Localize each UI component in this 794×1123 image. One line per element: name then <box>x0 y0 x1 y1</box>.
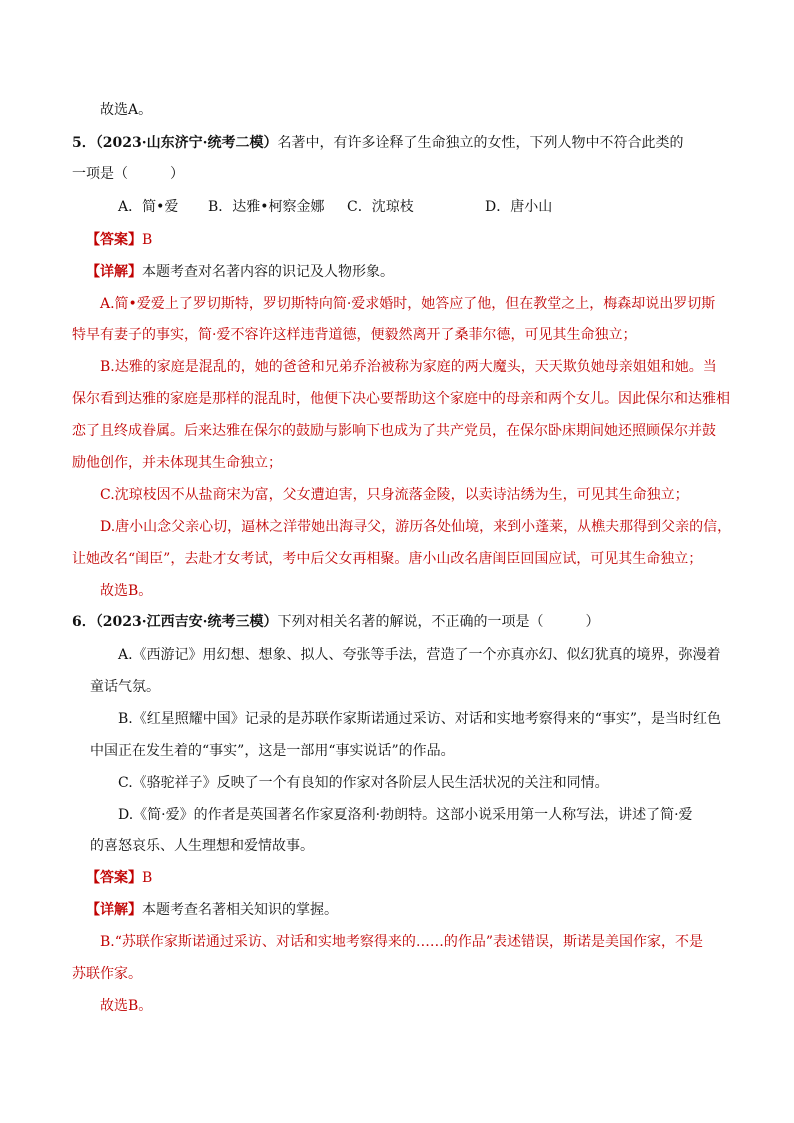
q6-number: 6． <box>72 614 96 630</box>
q6-header <box>72 612 599 632</box>
q5-analysis-a-line2: 特早有妻子的事实，简·爱不容许这样违背道德，便毅然离开了桑菲尔德，可见其生命独立； <box>72 327 637 343</box>
answer-value: B <box>142 870 153 886</box>
q6-detail <box>86 900 338 920</box>
answer-tag: 【答案】 <box>86 232 142 248</box>
q5-option-a: A．简•爱 <box>118 199 179 215</box>
q5-option-d: D．唐小山 <box>485 199 553 215</box>
q6-option-a-line2: 童话气氛。 <box>90 679 160 695</box>
q5-answer <box>86 230 152 250</box>
q6-option-d-line1: D.《简·爱》的作者是英国著名作家夏洛利·勃朗特。这部小说采用第一人称写法，讲述了简·爱 <box>118 807 693 823</box>
q4-conclusion: 故选A。 <box>100 102 153 118</box>
q5-analysis-b-line3: 恋了且终成眷属。后来达雅在保尔的鼓励与影响下也成为了共产党员，在保尔卧床期间她还照顾保尔并鼓 <box>72 423 716 439</box>
detail-tag: 【详解】 <box>86 902 142 918</box>
q5-analysis-b-line1: B.达雅的家庭是混乱的，她的爸爸和兄弟乔治被称为家庭的两大魔头，天天欺负她母亲姐姐和她。当 <box>100 359 717 375</box>
answer-value: B <box>142 232 153 248</box>
q6-option-b-line2: 中国正在发生着的“事实”，这是一部用“事实说话”的作品。 <box>90 743 455 759</box>
q5-option-b: B．达雅•柯察金娜 <box>208 199 325 215</box>
q5-conclusion: 故选B。 <box>100 583 153 599</box>
q6-option-c-line1: C.《骆驼祥子》反映了一个有良知的作家对各阶层人民生活状况的关注和同情。 <box>118 775 609 791</box>
detail-tag: 【详解】 <box>86 264 142 280</box>
q6-option-d-line2: 的喜怒哀乐、人生理想和爱情故事。 <box>90 838 314 854</box>
answer-tag: 【答案】 <box>86 870 142 886</box>
q5-analysis-c-line1: C.沈琼枝因不从盐商宋为富，父女遭迫害，只身流落金陵，以卖诗沽绣为生，可见其生命独立； <box>100 487 689 503</box>
q6-source: （2023·江西吉安·统考三模） <box>95 614 278 630</box>
q6-conclusion: 故选B。 <box>100 998 153 1014</box>
q6-option-b-line1: B.《红星照耀中国》记录的是苏联作家斯诺通过采访、对话和实地考察得来的“事实”，是当时红色 <box>118 711 722 727</box>
detail-text: 本题考查名著相关知识的掌握。 <box>142 902 338 918</box>
q5-analysis-b-line4: 励他创作，并未体现其生命独立； <box>72 455 282 471</box>
q6-option-a-line1: A.《西游记》用幻想、想象、拟人、夸张等手法，营造了一个亦真亦幻、似幻犹真的境界，弥漫着 <box>118 647 721 663</box>
q6-answer <box>86 868 152 888</box>
q5-stem-line2: 一项是（ ） <box>72 166 184 182</box>
q5-analysis-b-line2: 保尔看到达雅的家庭是那样的混乱时，他便下决心要帮助这个家庭中的母亲和两个女儿。因此保尔和达雅相 <box>72 391 730 407</box>
detail-text: 本题考查对名著内容的识记及人物形象。 <box>142 264 394 280</box>
q5-analysis-d-line1: D.唐小山念父亲心切，逼林之洋带她出海寻父，游历各处仙境，来到小蓬莱，从樵夫那得到父亲的信， <box>100 519 732 535</box>
q5-source: （2023·山东济宁·统考二模） <box>95 135 278 151</box>
q5-analysis-a-line1: A.简•爱爱上了罗切斯特，罗切斯特向简·爱求婚时，她答应了他，但在教堂之上，梅森却说出罗切斯 <box>100 296 716 312</box>
q5-header <box>72 133 683 153</box>
q5-number: 5． <box>72 135 96 151</box>
q5-option-c: C．沈琼枝 <box>347 199 414 215</box>
q6-stem: 下列对相关名著的解说，不正确的一项是（ ） <box>277 614 600 630</box>
q5-analysis-d-line2: 让她改名“闺臣”，去赴才女考试，考中后父女再相聚。唐小山改名唐闺臣回国应试，可见其生命独立； <box>72 551 703 567</box>
q5-stem-line1: 名著中，有许多诠释了生命独立的女性，下列人物中不符合此类的 <box>277 135 684 151</box>
q6-explanation-line1: B.“苏联作家斯诺通过采访、对话和实地考察得来的……的作品”表述错误，斯诺是美国作家，不是 <box>100 934 704 950</box>
q6-explanation-line2: 苏联作家。 <box>72 966 142 982</box>
q5-detail <box>86 262 394 282</box>
